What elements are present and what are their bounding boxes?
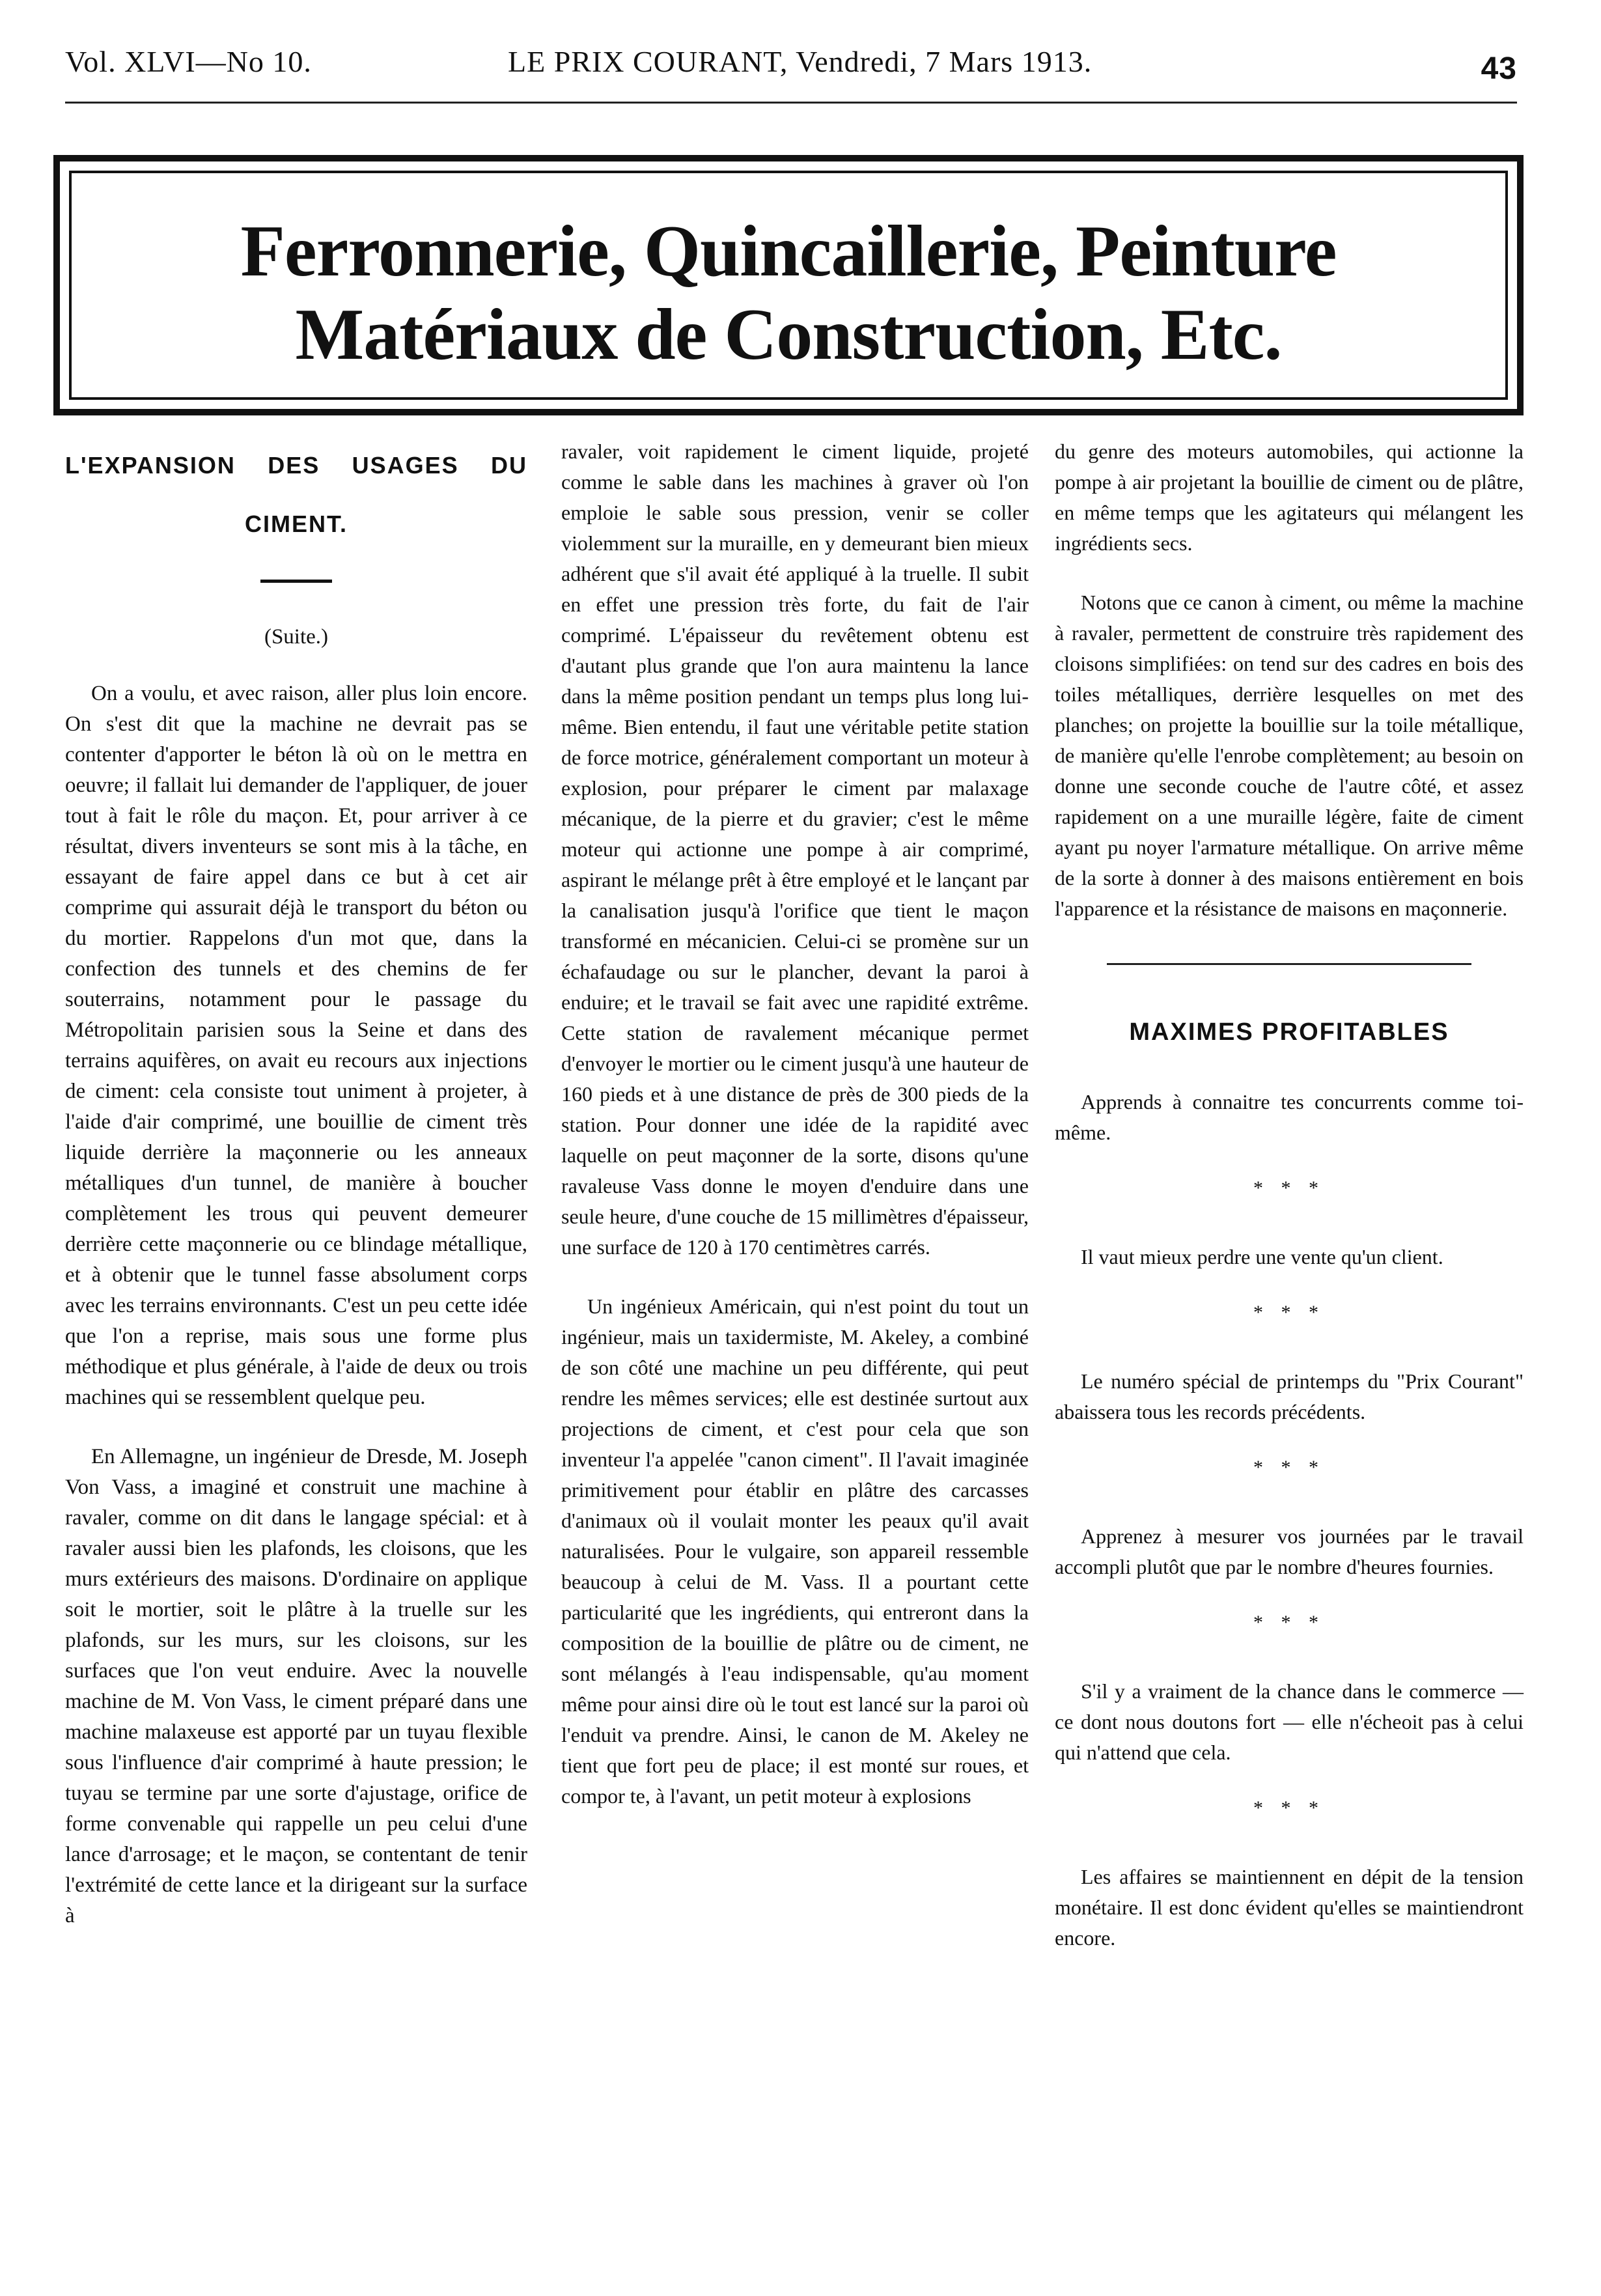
star-separator: * * * [1253, 1457, 1325, 1478]
banner-title-line1: Ferronnerie, Quincaillerie, Peinture [240, 211, 1337, 292]
section-divider [1107, 963, 1471, 965]
banner-inner-frame [69, 171, 1508, 400]
star-separator: * * * [1253, 1797, 1325, 1819]
banner-title-line2: Matériaux de Construction, Etc. [295, 294, 1282, 375]
maxime-item: Il vaut mieux perdre une vente qu'un client. [1081, 1245, 1443, 1268]
maximes-title: MAXIMES PROFITABLES [1129, 1018, 1449, 1046]
section-banner [53, 155, 1524, 415]
page-number: 43 [1481, 51, 1517, 86]
article-title-line1: L'EXPANSION DES USAGES DU [65, 452, 527, 479]
article-paragraph: En Allemagne, un ingénieur de Dresde, M. Joseph Von Vass, a imaginé et construit une machine à ravaler, comme on dit dans le langage spécial: et à ravaler aussi bien les plafonds, les cloisons, que les murs extérieurs des maisons. D'ordinaire on applique soit le mortier, soit le plâtre à la truelle sur les plafonds, sur les murs, sur les cloisons, sur les surfaces que l'on veut enduire. Avec la nouvelle machine de M. Von Vass, le ciment préparé dans une machine malaxeuse est apporté par un tuyau flexible sous l'influence d'air comprimé à haute pression; le tuyau se termine par une sorte d'ajustage, orifice de forme convenable qui rappelle un peu celui d'une lance d'arrosage; et le maçon, se contentant de tenir l'extrémité de cette lance et la dirigeant sur la surface à [65, 1445, 527, 1927]
column-3 [1055, 436, 1524, 1982]
star-separator: * * * [1253, 1302, 1325, 1323]
article-paragraph: Un ingénieux Américain, qui n'est point du tout un ingénieur, mais un taxidermiste, M. Akeley, a combiné de son côté une machine un peu différente, qui peut rendre les mêmes services; elle est destinée surtout aux projections de ciment, et c'est pour cela que son inventeur l'a appelée "canon ciment". Il l'avait imaginée primitivement pour établir en plâtre des carcasses d'animaux où il voulait monter les peaux qu'il avait naturalisées. Pour le vulgaire, son appareil ressemble beaucoup à celui de M. Vass. Il a pourtant cette particularité que les ingrédients, qui entreront dans la composition de la bouillie de plâtre ou de ciment, ne sont mélangés à l'eau indispensable, qu'au moment même pour ainsi dire où le tout est lancé sur la paroi où l'enduit va prendre. Ainsi, le canon de M. Akeley ne tient que fort peu de place; il est monté sur roues, et compor te, à l'avant, un petit moteur à explosions [561, 1295, 1029, 1808]
title-dash [260, 580, 332, 583]
article-paragraph-continued: ravaler, voit rapidement le ciment liquide, projeté comme le sable dans les machines à graver où l'on emploie le sable sous pression, venir se coller violemment sur la muraille, en y demeurant bien mieux adhérent que s'il avait été appliqué à la truelle. Il subit en effet une pression très forte, du fait de l'air comprimé. L'épaisseur du revêtement obtenu est d'autant plus grande que l'on aura maintenu la lance dans la même position pendant un temps plus long lui-même. Bien entendu, il faut une véritable petite station de force motrice, généralement comportant un moteur à explosion, pour préparer le ciment par malaxage mécanique, de la pierre et du gravier; c'est le même moteur qui actionne une pompe à air comprimé, aspirant le mélange prêt à être employé et le lançant par la canalisation jusqu'à l'orifice que tient le maçon transformé en mécanicien. Celui-ci se promène sur un échafaudage ou sur le plancher, devant la paroi à enduire; et le travail se fait avec une rapidité extrême. Cette station de ravalement mécanique permet d'envoyer le mortier ou le ciment jusqu'à une hauteur de 160 pieds et à une distance de près de 300 pieds de la station. Pour donner une idée de la rapidité avec laquelle on peut maçonner de la sorte, disons qu'une ravaleuse Vass donne le moyen d'enduire dans une seule heure, d'une couche de 15 millimètres d'épaisseur, une surface de 120 à 170 centimètres carrés. [561, 440, 1029, 1259]
maxime-item: Apprenez à mesurer vos journées par le travail accompli plutôt que par le nombre d'heures fournies. [1055, 1524, 1524, 1578]
header-rule [65, 102, 1517, 104]
article-suite: (Suite.) [264, 625, 329, 649]
maxime-item: S'il y a vraiment de la chance dans le commerce — ce dont nous doutons fort — elle n'écheoit pas à celui qui n'attend que cela. [1055, 1679, 1524, 1764]
volume-number: Vol. XLVI—No 10. [65, 45, 312, 78]
column-1 [65, 436, 527, 1960]
maxime-item: Les affaires se maintiennent en dépit de la tension monétaire. Il est donc évident qu'elles se maintiendront encore. [1055, 1865, 1524, 1950]
maxime-item: Le numéro spécial de printemps du "Prix Courant" abaissera tous les records précédents. [1055, 1369, 1524, 1423]
maxime-item: Apprends à connaitre tes concurrents comme toi-même. [1055, 1090, 1524, 1144]
star-separator: * * * [1253, 1177, 1325, 1199]
page-header [65, 38, 1517, 100]
article-paragraph: On a voulu, et avec raison, aller plus loin encore. On s'est dit que la machine ne devrait pas se contenter d'apporter le béton là où on le mettra en oeuvre; il fallait lui demander de l'appliquer, de jouer tout à fait le rôle du maçon. Et, pour arriver à ce résultat, divers inventeurs se sont mis à la tâche, en essayant de faire appel dans ce but à cet air comprime qui assurait déjà le transport du béton ou du mortier. Rappelons d'un mot que, dans la confection des tunnels et des chemins de fer souterrains, notamment pour le passage du Métropolitain parisien sous la Seine et dans des terrains aquifères, on avait eu recours aux injections de ciment: cela consiste tout uniment à projeter, à l'aide d'air comprimé, une bouillie de ciment très liquide derrière la maçonnerie ou les anneaux métalliques d'un tunnel, de manière à boucher complètement les trous qui peuvent demeurer derrière cette maçonnerie ou ce blindage métallique, et à obtenir que le tunnel fasse absolument corps avec les terrains environnants. C'est un peu cette idée que l'on a reprise, mais sous une forme plus méthodique et plus générale, à l'aide de deux ou trois machines qui se ressemblent quelque peu. [65, 682, 527, 1409]
article-paragraph-continued: du genre des moteurs automobiles, qui actionne la pompe à air projetant la bouillie de ciment ou de plâtre, en même temps que les agitateurs qui mélangent les ingrédients secs. [1055, 440, 1524, 555]
star-separator: * * * [1253, 1612, 1325, 1633]
article-paragraph: Notons que ce canon à ciment, ou même la machine à ravaler, permettent de construire très rapidement des cloisons simplifiées: on tend sur des cadres en bois des toiles métalliques, derrière lesquelles on met des planches; on projette la bouillie sur la toile métallique, de manière qu'elle l'enrobe complètement; au besoin on donne une seconde couche de l'autre côté, et assez rapidement on a une muraille légère, faite de ciment ayant pu noyer l'armature métallique. On arrive même de la sorte à donner à des maisons entièrement en bois l'apparence et la résistance de maisons en maçonnerie. [1055, 591, 1524, 920]
masthead: LE PRIX COURANT, Vendredi, 7 Mars 1913. [508, 45, 1093, 78]
article-title [65, 436, 527, 553]
article-title-line2: CIMENT. [245, 511, 348, 537]
column-2 [561, 436, 1029, 1840]
